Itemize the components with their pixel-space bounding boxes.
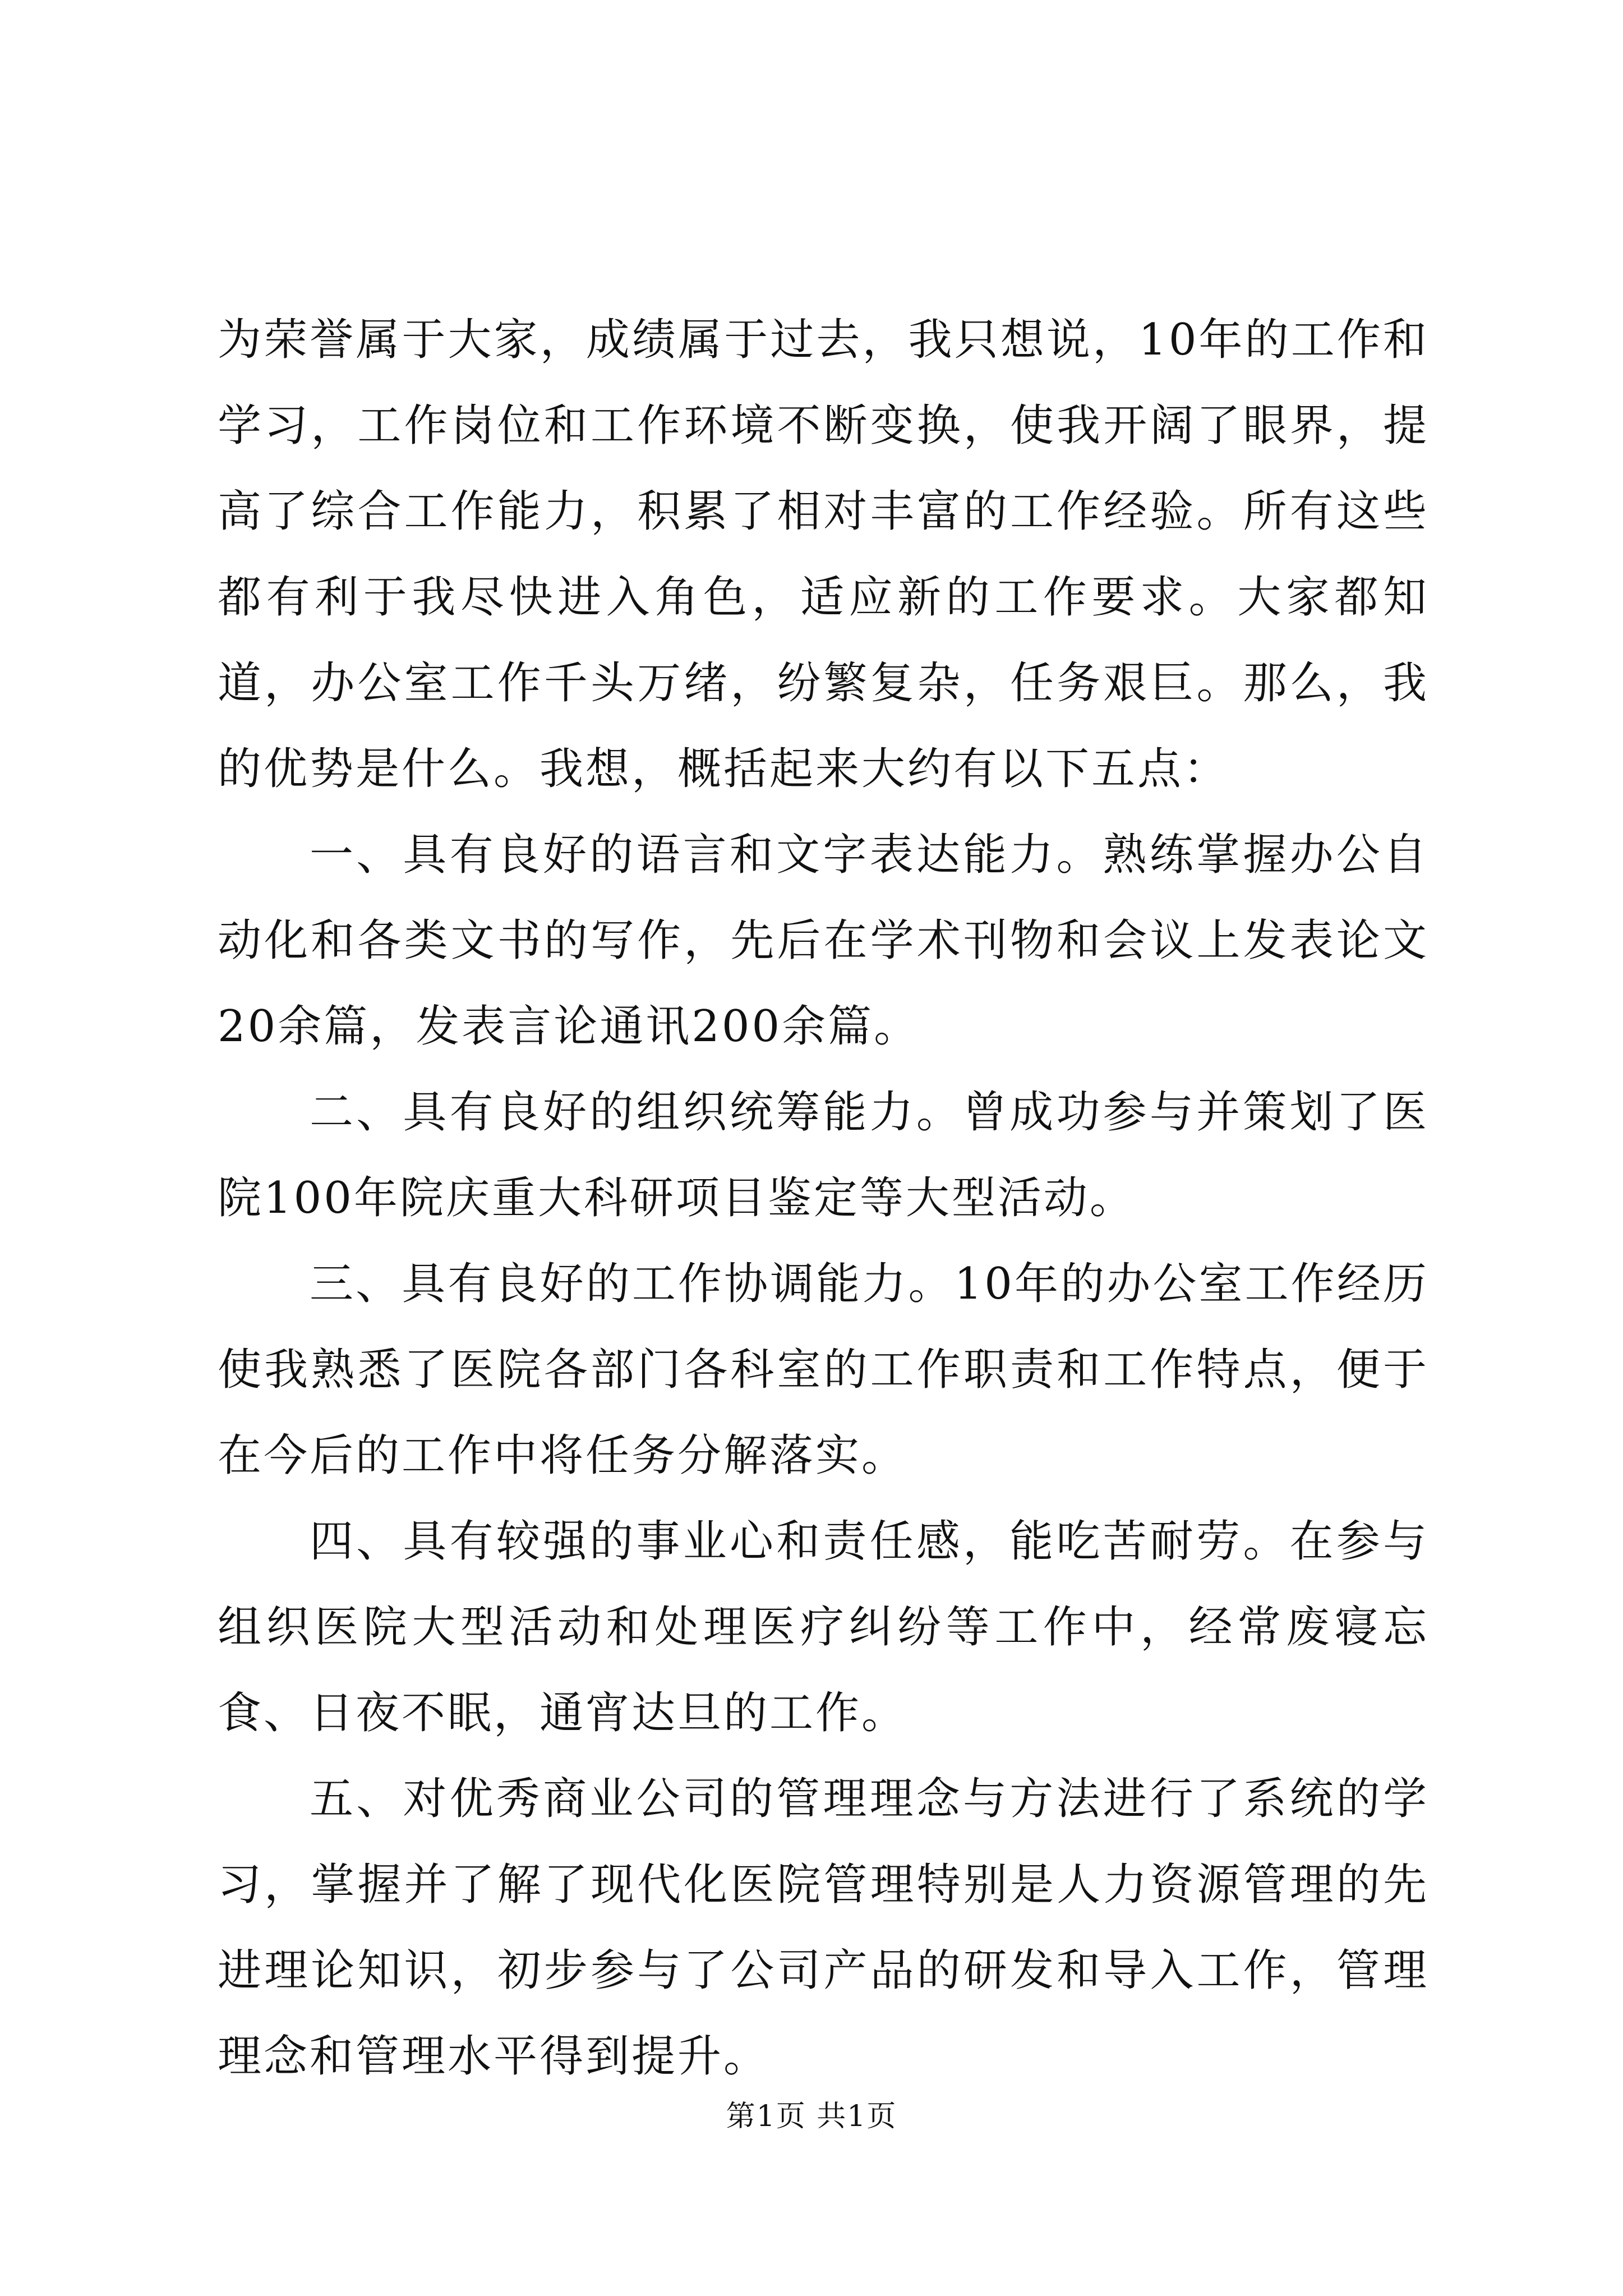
paragraph-point-5: 五、对优秀商业公司的管理理念与方法进行了系统的学习，掌握并了解了现代化医院管理特别是人力资源管理的先进理论知识，初步参与了公司产品的研发和导入工作，管理理念和管理水平得到提升。	[218, 1774, 1429, 2082]
paragraph-point-2: 二、具有良好的组织统筹能力。曾成功参与并策划了医院100年院庆重大科研项目鉴定等大型活动。	[218, 1087, 1429, 1223]
paragraph-intro: 为荣誉属于大家，成绩属于过去，我只想说，10年的工作和学习，工作岗位和工作环境不断变换，使我开阔了眼界，提高了综合工作能力，积累了相对丰富的工作经验。所有这些都有利于我尽快进入角色，适应新的工作要求。大家都知道，办公室工作千头万绪，纷繁复杂，任务艰巨。那么，我的优势是什么。我想，概括起来大约有以下五点：	[218, 315, 1429, 794]
paragraph-point-3: 三、具有良好的工作协调能力。10年的办公室工作经历使我熟悉了医院各部门各科室的工作职责和工作特点，便于在今后的工作中将任务分解落实。	[218, 1259, 1429, 1481]
paragraph-point-4: 四、具有较强的事业心和责任感，能吃苦耐劳。在参与组织医院大型活动和处理医疗纠纷等工作中，经常废寝忘食、日夜不眠，通宵达旦的工作。	[218, 1516, 1429, 1738]
paragraph-point-1: 一、具有良好的语言和文字表达能力。熟练掌握办公自动化和各类文书的写作，先后在学术刊物和会议上发表论文20余篇，发表言论通讯200余篇。	[218, 830, 1429, 1052]
document-body	[218, 297, 1429, 2100]
page-footer: 第1页 共1页	[726, 2100, 897, 2133]
